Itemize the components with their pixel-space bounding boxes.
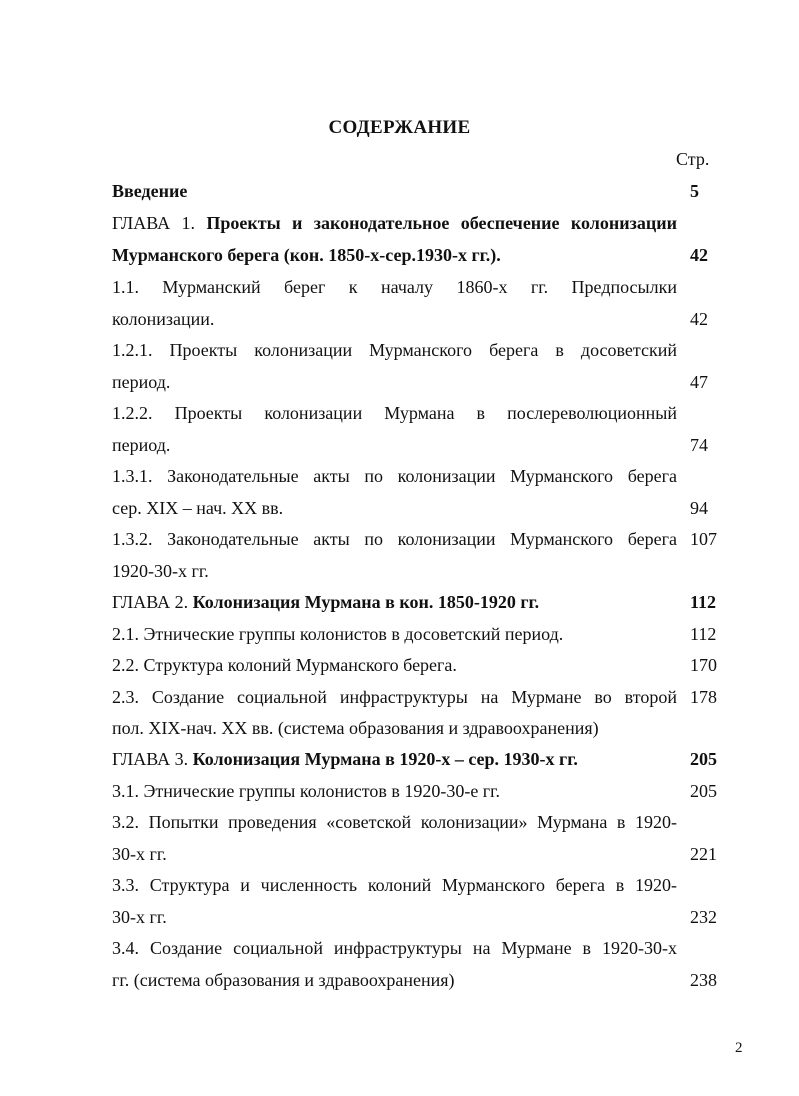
toc-entry-text: Введение	[112, 181, 188, 201]
toc-page-number: 42	[690, 245, 708, 265]
toc-entry-text: 3.1. Этнические группы колонистов в 1920-30-е гг.	[112, 781, 501, 801]
toc-page-number: 112	[690, 592, 717, 612]
toc-entry-text: 3.3. Структура и численность колоний Мурманского берега в 1920-	[112, 875, 677, 895]
toc-entry-text: период.	[112, 435, 171, 455]
toc-entry-text: 2.3. Создание социальной инфраструктуры на Мурмане во второй	[112, 687, 677, 707]
toc-entry-text: сер. XIX – нач. XX вв.	[112, 498, 284, 518]
toc-entry-text: 2.2. Структура колоний Мурманского берега.	[112, 655, 457, 675]
toc-entry-text: 1.2.1. Проекты колонизации Мурманского берега в досоветский	[112, 340, 677, 360]
toc-entry-text: ГЛАВА 1. Проекты и законодательное обеспечение колонизации	[112, 213, 677, 233]
toc-page-number: 5	[690, 181, 699, 201]
toc-entry-text: 1.3.1. Законодательные акты по колонизации Мурманского берега	[112, 466, 677, 486]
toc-entry-text: 3.2. Попытки проведения «советской колонизации» Мурмана в 1920-	[112, 812, 677, 832]
toc-entry-text: колонизации.	[112, 309, 215, 329]
toc-entry-text: ГЛАВА 3. Колонизация Мурмана в 1920-х – сер. 1930-х гг.	[112, 749, 578, 769]
toc-page-number: 107	[690, 529, 717, 549]
toc-page-number: 47	[690, 372, 708, 392]
toc-entry-text: 30-х гг.	[112, 907, 167, 927]
toc-page-number: 232	[690, 907, 717, 927]
toc-page-number: 42	[690, 309, 708, 329]
toc-entry-text: ГЛАВА 2. Колонизация Мурмана в кон. 1850-1920 гг.	[112, 592, 540, 612]
toc-entry-text: 2.1. Этнические группы колонистов в досоветский период.	[112, 624, 564, 644]
toc-page-number: 205	[690, 749, 717, 769]
toc-entry-text: 1920-30-х гг.	[112, 561, 209, 581]
toc-page-number: 74	[690, 435, 708, 455]
toc-entry-text: период.	[112, 372, 171, 392]
toc-page-number: 205	[690, 781, 717, 801]
page-title: СОДЕРЖАНИЕ	[328, 117, 471, 138]
toc-entry-text: 1.1. Мурманский берег к началу 1860-х гг. Предпосылки	[112, 277, 677, 297]
toc-entry-text: 1.2.2. Проекты колонизации Мурмана в послереволюционный	[112, 403, 677, 423]
toc-page-number: 94	[690, 498, 708, 518]
toc-entry-text: 1.3.2. Законодательные акты по колонизации Мурманского берега	[112, 529, 677, 549]
toc-page-number: 221	[690, 844, 717, 864]
page-number: 2	[735, 1040, 743, 1056]
toc-entry-text: 30-х гг.	[112, 844, 167, 864]
toc-page-number: 170	[690, 655, 717, 675]
toc-page-number: 238	[690, 970, 717, 990]
toc-page-number: 178	[690, 687, 717, 707]
toc-entry-text: Мурманского берега (кон. 1850-х-сер.1930-х гг.).	[112, 245, 501, 265]
toc-entry-text: гг. (система образования и здравоохранения)	[112, 970, 455, 990]
toc-page-number: 112	[690, 624, 717, 644]
toc-entry-text: 3.4. Создание социальной инфраструктуры на Мурмане в 1920-30-х	[112, 938, 677, 958]
toc-entry-text: пол. XIX-нач. XX вв. (система образования и здравоохранения)	[112, 718, 599, 738]
page-column-label: Стр.	[676, 149, 710, 169]
